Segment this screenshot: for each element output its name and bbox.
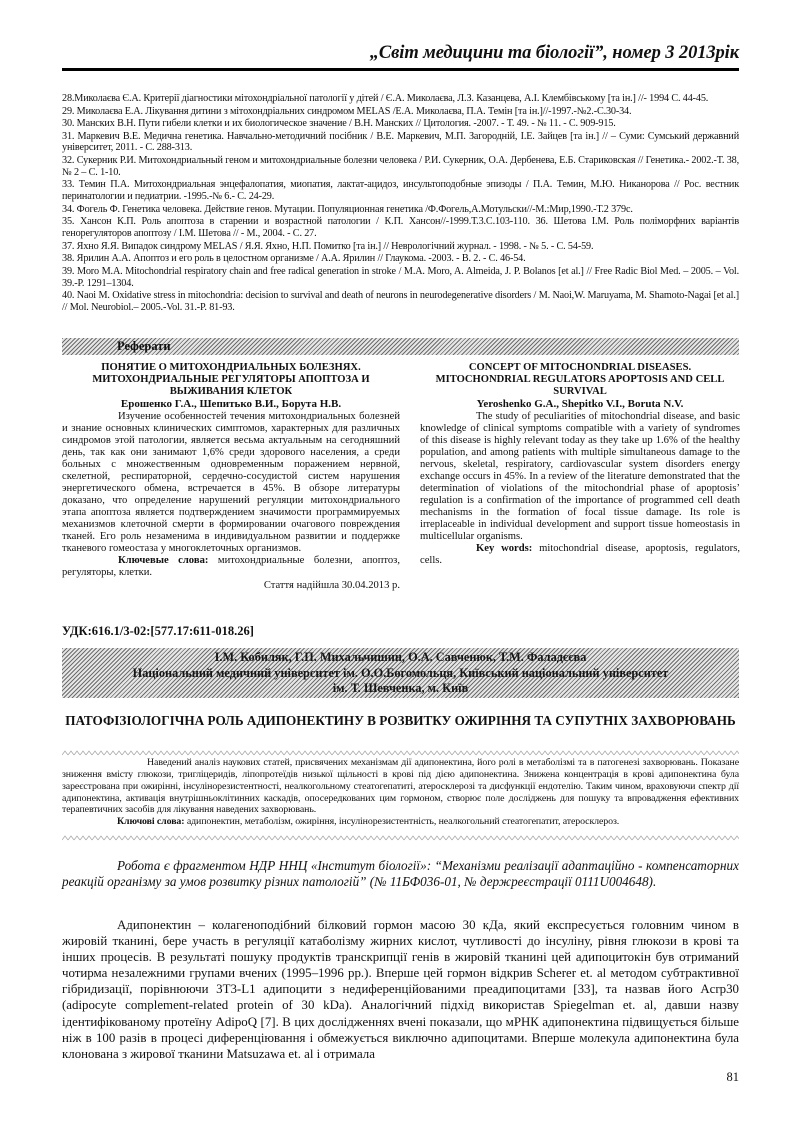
reference-item: 38. Ярилин А.А. Апоптоз и его роль в целостном организме / А.А. Ярилин // Глаукома. -2003. - В. 2. - С. 46-54. bbox=[62, 253, 526, 265]
reference-item: 33. Темин П.А. Митохондриальная энцефалопатия, миопатия, лактат-ацидоз, инсультоподобные эпизоды / П.А. Темин, М.Ю. Никанорова // Рос. вестник перинатологии и педиатрии. -1995.-№ 6.- С. 24-29. bbox=[62, 179, 739, 203]
wavy-divider bbox=[62, 835, 739, 841]
reference-item: 34. Фогель Ф. Генетика человека. Действие генов. Мутации. Популяционная генетика /Ф.Фогель,А.Мотульски//-М.:Мир,1990.-Т.2 379с. bbox=[62, 203, 633, 215]
abstract-authors: Yeroshenko G.A., Shepitko V.I., Boruta N.V. bbox=[476, 398, 684, 410]
running-header: „Світ медицини та біології”, номер 3 2013рік bbox=[369, 43, 739, 63]
keywords-label: Key words: bbox=[476, 543, 533, 555]
abstract-title: ПОНЯТИЕ О МИТОХОНДРИАЛЬНЫХ БОЛЕЗНЯХ. МИТОХОНДРИАЛЬНЫЕ РЕГУЛЯТОРЫ АПОПТОЗА И ВЫЖИВАНИЯ КЛЕТОК bbox=[92, 362, 370, 397]
reference-item: 30. Манских В.Н. Пути гибели клетки и их биологическое значение / В.Н. Манских // Цитология. -2007. - Т. 49. - № 11. - С. 909-915. bbox=[62, 118, 616, 129]
article-affiliation-line1: Національний медичний університет ім. О.О.Богомольця, Київський національний університет bbox=[132, 665, 669, 680]
article-abstract bbox=[62, 757, 739, 828]
wavy-divider bbox=[62, 750, 739, 756]
udk-code: УДК:616.1/3-02:[577.17:611-018.26] bbox=[62, 624, 254, 638]
keywords-text: митохондриальные болезни, апоптоз, регуляторы, клетки. bbox=[62, 555, 400, 579]
received-date: Стаття надійшла 30.04.2013 р. bbox=[263, 580, 400, 592]
keywords-text: mitochondrial disease, apoptosis, regulators, cells. bbox=[420, 543, 740, 567]
abstract-keywords bbox=[62, 555, 400, 579]
article-authors-box bbox=[62, 648, 739, 698]
abstract-body: Изучение особенностей течения митохондриальных болезней и знание основных клинических симптомов, характерных для различных синдромов этой патологии, является весьма актуальным на сегодняшний день, так как они занимают 1,6% среди здорового населения, а среди больных с множественным одновременным поражением нервной, скелетной, респираторной, сердечно-сосудистой систем нарушения энергетического обмена, встречается в 45%. В обзоре литературы доказано, что определение нарушений регуляции митохондриального этапа апоптоза является подтверждением значимости программируемых механизмов клеточной смерти в формировании очагового повреждения тканей. Его роль незаменима в индивидуальном развитии и поддержке тканевого гомеостаза у многоклеточных организмов. bbox=[62, 410, 400, 555]
reference-list bbox=[62, 93, 739, 314]
abstracts-section-label: Реферати bbox=[117, 339, 171, 353]
reference-item: 35. Хансон К.П. Роль апоптоза в старении и возрастной патологии / К.П. Хансон//-1999.Т.3.С.103-110. 36. Шетова І.М. Роль поліморфних варіантів генорегуляторов апоптозу / І.М. Шетова // - М., 2004. - С. 27. bbox=[62, 216, 739, 240]
reference-item: 28.Миколаєва Є.А. Критерії діагностики мітохондріальної патології у дітей / Є.А. Миколаєва, Л.З. Казанцева, А.І. Клембівському [та ін.] //- 1994 С. 44-45. bbox=[62, 93, 709, 104]
article-affiliation-line2: ім. Т. Шевченка, м. Київ bbox=[332, 681, 469, 695]
abstracts-section-bar bbox=[62, 338, 739, 355]
reference-item: 40. Naoi M. Oxidative stress in mitochondria: decision to survival and death of neurons in neurodegenerative disorders / M. Naoi,W. Maruyama, M. Shamoto-Nagai [et al.] // Mol. Neurobiol.– 2005.-Vol. 31.-P. 81-93. bbox=[62, 290, 739, 313]
reference-item: 31. Маркевич В.Е. Медична генетика. Навчально-методичний посібник / В.Е. Маркевич, М.П. Загородній, І.Е. Зайцев [та ін.] // – Суми: Сумський державний університет, 2011. - С. 288-313. bbox=[62, 130, 739, 154]
reference-item: 32. Сукерник Р.И. Митохондриальный геном и митохондриальные болезни человека / Р.И. Сукерник, О.А. Дербенева, Е.Б. Стариковская // Генетика.- 2002.-Т. 38, № 2 – С. 1-10. bbox=[62, 154, 739, 178]
abstract-authors: Ерошенко Г.А., Шепитько В.И., Борута Н.В. bbox=[120, 398, 342, 410]
article-title: ПАТОФІЗІОЛОГІЧНА РОЛЬ АДИПОНЕКТИНУ В РОЗВИТКУ ОЖИРІННЯ ТА СУПУТНІХ ЗАХВОРЮВАНЬ bbox=[65, 713, 736, 728]
reference-item: 29. Миколаєва Е.А. Лікування дитини з мітохондріальних синдромом MELAS /Е.А. Миколаєва, П.А. Темін [та ін.]//-1997.-№2.-С.30-34. bbox=[62, 105, 632, 117]
keywords-text: адипонектин, метаболізм, ожиріння, інсулінорезистентність, неалкогольний стеатогепатит, атеросклероз. bbox=[184, 816, 620, 828]
abstract-keywords bbox=[420, 543, 740, 567]
keywords-label: Ключові слова: bbox=[117, 816, 185, 828]
article-abstract-body: Наведений аналіз наукових статей, присвячених механізмам дії адипонектина, його ролі в метаболізмі та в патогенезі захворювань. Показане зниження вмісту глюкози, тригліцеридів, ліпопротеїдів низької щільності в крові під дією адипонектина. Знижена концентрація в крові адипонектина була зареєстрована при ожирінні, інсулінорезистентності, неалкогольному стеатогепатиті, атеросклерозі та дисфункції ендотелію. Таким чином, враховуючи спектр дії адипонектина, активація внутрішньоклітинних каскадів, опосередкованих цим гормоном, створює поле досліджень для пошуку та впровадження ефективних терапевтичних засобів для лікування наведених захворювань. bbox=[62, 757, 739, 816]
article-keywords bbox=[62, 816, 739, 828]
reference-item: 37. Яхно Я.Я. Випадок синдрому MELAS / Я.Я. Яхно, Н.П. Помитко [та ін.] // Неврологічний журнал. - 1998. - № 5. - С. 54-59. bbox=[62, 240, 594, 252]
abstract-russian bbox=[62, 362, 400, 592]
article-authors: І.М. Кобиляк, Г.П. Михальчишин, О.А. Савченюк, Т.М. Фаладєєва bbox=[214, 650, 587, 664]
abstract-english bbox=[420, 362, 740, 567]
article-intro-paragraph: Адипонектин – колагеноподібний білковий гормон масою 30 кДа, який експресується головним чином в жировій тканині, бере участь в регуляції катаболізму жирних кислот, чутливості до інсуліну, рівня глюкози в крові та інших процесів. В результаті пошуку продуктів транскрипції генів в жировій тканині цей адипоцитокін був отриманий чотирма незалежними групами вчених (1995–1996 рр.). Вперше цей гормон відкрив Scherer et. al методом субтрактивної гібридизації, порівнюючи 3T3-L1 адипоцити з недиференційованими преадипоцитами [33], та назвав його Acrp30 (adipocyte complement-related protein of 30 kDa). Аналогічний підхід використав Spiegelman et. al, давши назву ідентифікованому протеїну AdipoQ [7]. В цих дослідженнях вчені показали, що мРНК адипонектина підвищується більше ніж в 100 разів в процесі диференціювання і обмежується виключно адипоцитами. Вперше молекула адипонектина була клонована з жирової тканини Matsuzawa et. al і отримала bbox=[62, 918, 739, 1061]
abstract-title: CONCEPT OF MITOCHONDRIAL DISEASES. MITOCHONDRIAL REGULATORS APOPTOSIS AND CELL SURVIVAL bbox=[435, 362, 725, 397]
keywords-label: Ключевые слова: bbox=[118, 555, 209, 567]
page-number: 81 bbox=[726, 1070, 739, 1084]
reference-item: 39. Moro M.A. Mitochondrial respiratory chain and free radical generation in stroke / M.A. Moro, A. Almeida, J. P. Bolanos [et al.] // Free Radic Biol Med. – 2005. – Vol. 39.-P. 1291–1304. bbox=[62, 265, 739, 289]
funding-note: Робота є фрагментом НДР ННЦ «Інститут біології»: “Механізми реалізації адаптаційно - компенсаторних реакцій організму за умов розвитку різних патологій” (№ 11БФ036-01, № держреєстрації 0111U004648). bbox=[62, 858, 739, 889]
header-rule bbox=[62, 68, 739, 71]
abstract-body: The study of peculiarities of mitochondrial disease, and basic knowledge of clinical symptoms compatible with a variety of syndromes of this disease is highly relevant today as they take up 1.6% of the healthy population, and among patients with multiple simultaneous damage to the nervous, skeletal, respiratory, cardiovascular system disorders energy exchange occurs in 45%. In a review of the literature demonstrated that the determination of violations of the mitochondrial phase of apoptosis’ regulation is a confirmation of the importance of programmed cell death mechanisms in the formation of focal tissue damage. Its role is irreplaceable in individual development and support tissue homeostasis in multicellular organisms. bbox=[420, 410, 740, 542]
